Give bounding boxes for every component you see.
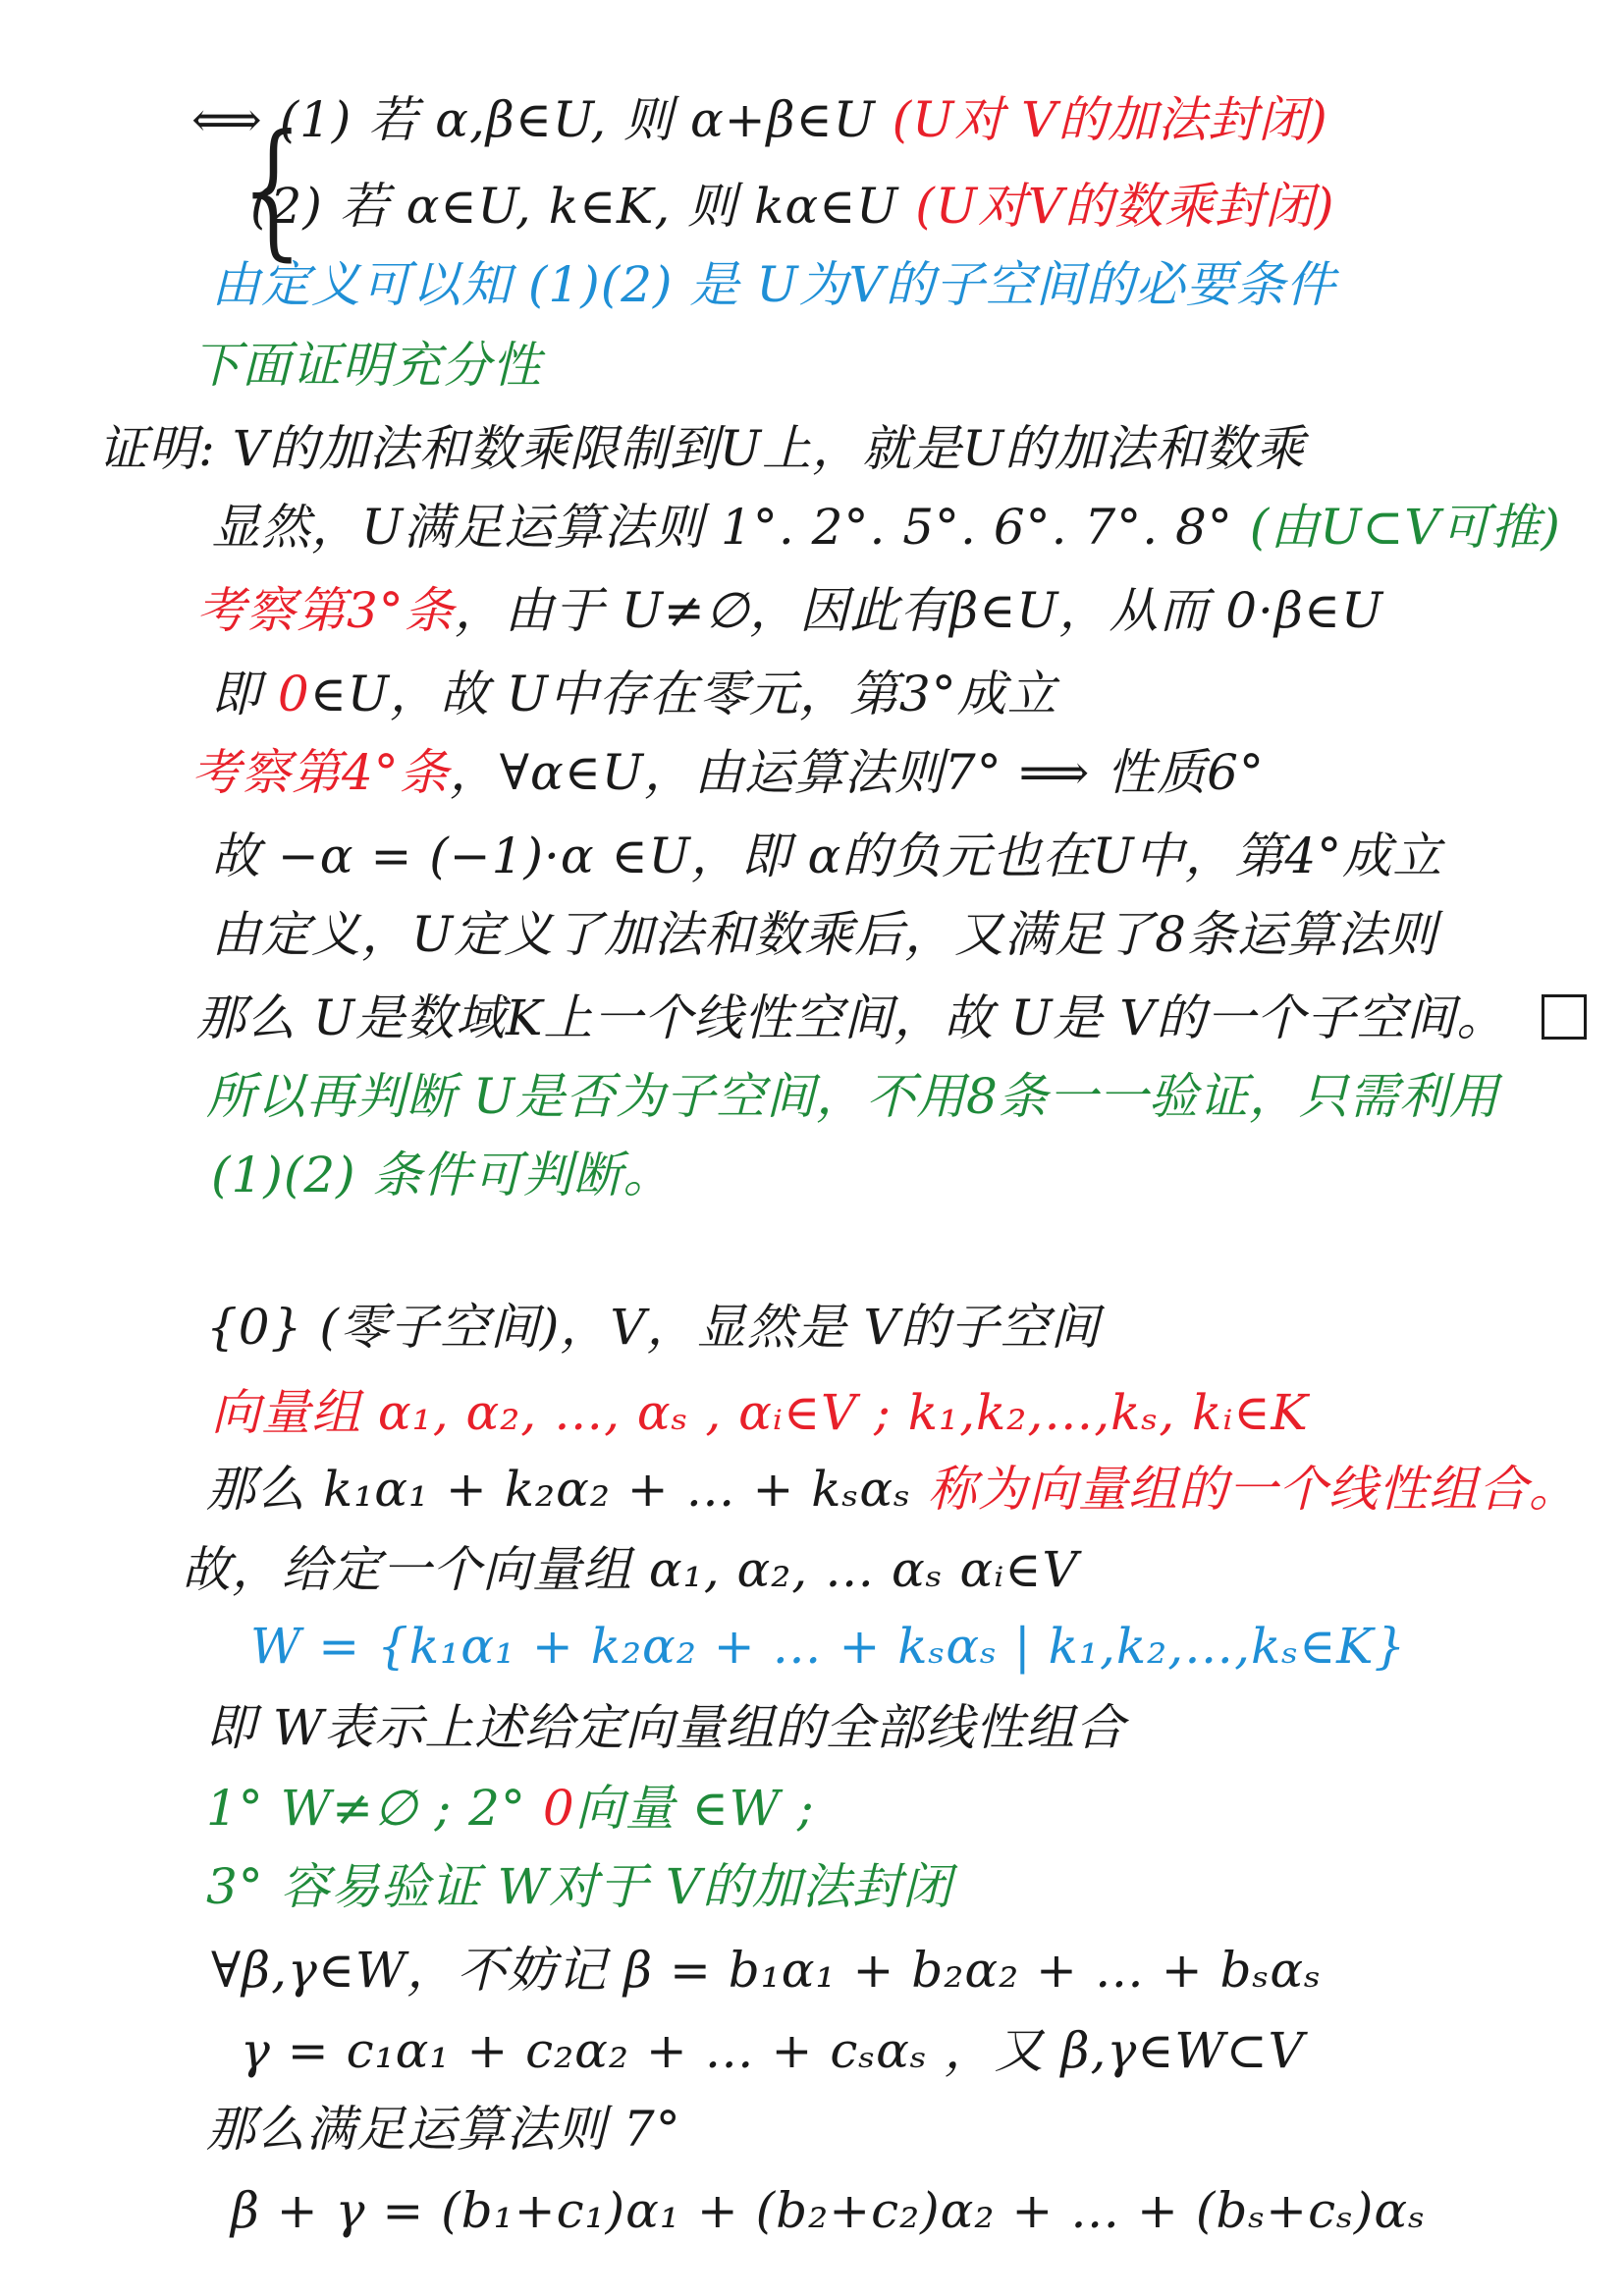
left-brace: { [228, 104, 322, 275]
note-line-6-part-2: (由U⊂V可推) [1249, 499, 1561, 556]
note-line-8-part-2: 0 [277, 666, 310, 722]
note-line-21-part-1: 1° W≠∅ ; 2° [206, 1780, 543, 1837]
note-line-10-part-1: 故 −α = (−1)·α ∈U，即 α的负元也在U中，第4°成立 [211, 828, 1443, 884]
note-line-4 [191, 339, 542, 393]
note-line-3-part-1: 由定义可以知 (1)(2) 是 U为V的子空间的必要条件 [211, 256, 1336, 313]
note-line-4-part-1: 下面证明充分性 [191, 337, 542, 394]
note-line-23-part-1: ∀β,γ∈W，不妨记 β = b₁α₁ + b₂α₂ + … + bₛαₛ [211, 1942, 1322, 1999]
note-line-14-part-1: (1)(2) 条件可判断。 [211, 1147, 674, 1203]
note-line-20-part-1: 即 W表示上述给定向量组的全部线性组合 [206, 1699, 1126, 1756]
qed-box [1542, 994, 1587, 1040]
note-line-19 [250, 1620, 1406, 1674]
note-line-1-part-1: ⟺ (1) 若 α,β∈U, 则 α+β∈U [191, 91, 893, 148]
note-line-25-part-1: 那么满足运算法则 7° [206, 2101, 681, 2158]
note-line-1 [191, 93, 1328, 147]
note-line-10 [211, 829, 1442, 883]
note-line-13 [206, 1070, 1499, 1124]
note-line-18-part-1: 故，给定一个向量组 α₁, α₂, … αₛ αᵢ∈V [182, 1541, 1079, 1598]
note-line-18 [182, 1543, 1078, 1597]
note-line-7-part-1: 考察第3°条 [196, 582, 455, 639]
note-line-6 [211, 501, 1561, 555]
note-line-9-part-2: ，∀α∈U，由运算法则7° ⟹ 性质6° [449, 744, 1265, 801]
note-line-22 [206, 1860, 952, 1914]
note-line-8 [211, 667, 1057, 721]
note-line-8-part-1: 即 [211, 666, 278, 722]
note-line-9 [191, 746, 1265, 800]
note-line-12-part-1: 那么 U是数域K上一个线性空间，故 U是 V的一个子空间。 [196, 989, 1507, 1046]
note-line-21-part-2: 0 [542, 1780, 575, 1837]
note-line-11 [211, 908, 1437, 962]
note-line-25 [206, 2103, 681, 2157]
note-line-7-part-2: ，由于 U≠∅，因此有β∈U，从而 0·β∈U [454, 582, 1384, 639]
note-line-2-part-2: (U对V的数乘封闭) [915, 178, 1335, 235]
note-line-1-part-2: (U对 V的加法封闭) [892, 91, 1328, 148]
note-line-9-part-1: 考察第4°条 [191, 744, 450, 801]
note-line-17-part-1: 那么 k₁α₁ + k₂α₂ + … + kₛαₛ [206, 1461, 928, 1518]
note-line-22-part-1: 3° 容易验证 W对于 V的加法封闭 [206, 1858, 952, 1915]
note-line-16 [211, 1386, 1309, 1440]
note-line-13-part-1: 所以再判断 U是否为子空间，不用8条一一验证，只需利用 [206, 1068, 1499, 1125]
note-line-15-part-1: {0} (零子空间)，V，显然是 V的子空间 [206, 1299, 1101, 1356]
note-line-24 [241, 2024, 1305, 2078]
note-line-5 [98, 422, 1305, 476]
note-line-20 [206, 1701, 1125, 1755]
note-line-26-part-1: β + γ = (b₁+c₁)α₁ + (b₂+c₂)α₂ + … + (bₛ+cₛ)αₛ [231, 2182, 1427, 2239]
note-line-12 [196, 991, 1506, 1045]
note-line-19-part-1: W = {k₁α₁ + k₂α₂ + … + kₛαₛ | k₁,k₂,…,kₛ∈K} [250, 1618, 1407, 1675]
note-line-6-part-1: 显然，U满足运算法则 1°. 2°. 5°. 6°. 7°. 8° [211, 499, 1250, 556]
note-line-21-part-3: 向量 ∈W ; [574, 1780, 815, 1837]
note-line-5-part-1: 证明: V的加法和数乘限制到U上，就是U的加法和数乘 [98, 420, 1306, 477]
note-line-11-part-1: 由定义，U定义了加法和数乘后，又满足了8条运算法则 [211, 906, 1437, 963]
note-line-15 [206, 1301, 1100, 1355]
note-line-26 [231, 2184, 1426, 2238]
note-line-24-part-1: γ = c₁α₁ + c₂α₂ + … + cₛαₛ ，又 β,γ∈W⊂V [241, 2022, 1305, 2079]
note-line-17-part-2: 称为向量组的一个线性组合。 [927, 1461, 1579, 1518]
note-line-2 [250, 180, 1334, 234]
note-line-8-part-3: ∈U，故 U中存在零元，第3°成立 [309, 666, 1057, 722]
note-line-16-part-1: 向量组 α₁, α₂, …, αₛ , αᵢ∈V ; k₁,k₂,…,kₛ, kᵢ∈K [211, 1384, 1309, 1441]
note-line-2-part-1: (2) 若 α∈U, k∈K, 则 kα∈U [250, 178, 916, 235]
note-line-17 [206, 1463, 1579, 1517]
note-line-7 [196, 584, 1383, 638]
note-line-3 [211, 258, 1336, 312]
note-line-21 [206, 1782, 815, 1836]
note-line-23 [211, 1944, 1322, 1998]
note-line-14 [211, 1148, 674, 1202]
